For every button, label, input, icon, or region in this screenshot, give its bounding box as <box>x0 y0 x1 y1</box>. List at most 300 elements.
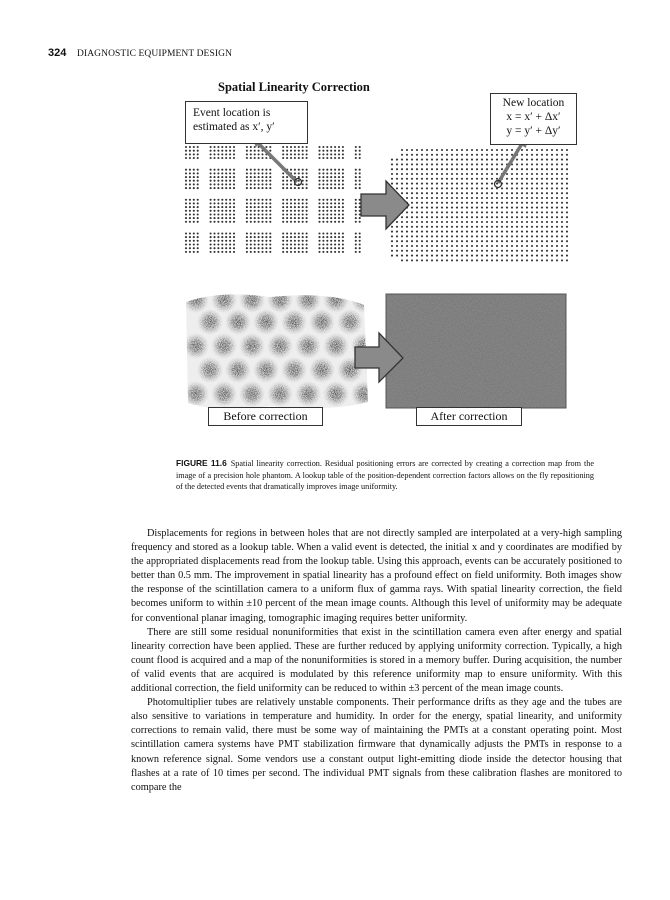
grid-dot <box>254 202 256 204</box>
hot-spot <box>253 357 279 383</box>
grid-dot <box>421 159 423 161</box>
grid-dot <box>298 206 300 208</box>
grid-dot <box>318 210 320 212</box>
grid-dot <box>431 149 433 151</box>
grid-dot <box>461 159 463 161</box>
grid-dot <box>213 150 215 152</box>
grid-dot <box>342 199 344 201</box>
grid-dot <box>466 231 468 233</box>
grid-dot <box>446 221 448 223</box>
grid-dot <box>431 259 433 261</box>
grid-dot <box>516 226 518 228</box>
grid-dot <box>536 197 538 199</box>
grid-dot <box>561 211 563 213</box>
grid-dot <box>506 202 508 204</box>
grid-dot <box>185 176 187 178</box>
grid-dot <box>269 243 271 245</box>
grid-dot <box>258 172 260 174</box>
grid-dot <box>566 216 568 218</box>
grid-dot <box>561 183 563 185</box>
grid-dot <box>286 232 288 234</box>
grid-dot <box>254 169 256 171</box>
grid-dot <box>246 202 248 204</box>
grid-dot <box>193 153 195 155</box>
grid-dot <box>506 197 508 199</box>
grid-dot <box>426 154 428 156</box>
grid-dot <box>496 231 498 233</box>
hot-spot <box>267 287 293 313</box>
grid-dot <box>491 226 493 228</box>
grid-dot <box>566 173 568 175</box>
grid-dot <box>261 169 263 171</box>
grid-dot <box>401 240 403 242</box>
grid-dot <box>221 232 223 234</box>
grid-dot <box>511 259 513 261</box>
grid-dot <box>265 213 267 215</box>
grid-dot <box>254 146 256 148</box>
grid-dot <box>446 173 448 175</box>
grid-dot <box>189 213 191 215</box>
grid-dot <box>496 211 498 213</box>
grid-dot <box>334 150 336 152</box>
grid-dot <box>561 245 563 247</box>
grid-dot <box>261 157 263 159</box>
grid-dot <box>536 173 538 175</box>
grid-dot <box>229 199 231 201</box>
grid-dot <box>294 206 296 208</box>
grid-dot <box>294 187 296 189</box>
grid-dot <box>556 163 558 165</box>
grid-dot <box>290 221 292 223</box>
grid-dot <box>506 159 508 161</box>
grid-dot <box>436 245 438 247</box>
grid-dot <box>561 259 563 261</box>
grid-dot <box>471 163 473 165</box>
grid-dot <box>330 157 332 159</box>
grid-dot <box>496 245 498 247</box>
grid-dot <box>496 226 498 228</box>
grid-dot <box>511 187 513 189</box>
grid-dot <box>556 154 558 156</box>
grid-dot <box>318 180 320 182</box>
grid-dot <box>286 210 288 212</box>
grid-dot <box>334 236 336 238</box>
grid-dot <box>521 187 523 189</box>
grid-dot <box>426 255 428 257</box>
grid-dot <box>286 157 288 159</box>
grid-dot <box>250 213 252 215</box>
grid-dot <box>536 178 538 180</box>
grid-dot <box>250 202 252 204</box>
grid-dot <box>421 245 423 247</box>
grid-dot <box>551 197 553 199</box>
grid-dot <box>486 226 488 228</box>
grid-dot <box>501 211 503 213</box>
grid-dot <box>426 149 428 151</box>
grid-dot <box>521 216 523 218</box>
grid-dot <box>546 216 548 218</box>
grid-dot <box>265 146 267 148</box>
grid-dot <box>282 202 284 204</box>
grid-dot <box>456 207 458 209</box>
grid-dot <box>250 232 252 234</box>
grid-dot <box>213 232 215 234</box>
grid-dot <box>551 235 553 237</box>
grid-dot <box>210 169 212 171</box>
grid-dot <box>342 202 344 204</box>
grid-dot <box>193 157 195 159</box>
pointer-line-right <box>498 142 523 183</box>
grid-dot <box>526 216 528 218</box>
grid-dot <box>225 180 227 182</box>
grid-dot <box>338 180 340 182</box>
grid-dot <box>265 240 267 242</box>
grid-dot <box>225 187 227 189</box>
grid-dot <box>541 168 543 170</box>
grid-dot <box>406 240 408 242</box>
grid-dot <box>496 159 498 161</box>
grid-dot <box>322 213 324 215</box>
grid-dot <box>322 146 324 148</box>
grid-dot <box>531 226 533 228</box>
grid-dot <box>416 197 418 199</box>
grid-dot <box>471 192 473 194</box>
grid-dot <box>396 235 398 237</box>
grid-dot <box>298 210 300 212</box>
grid-dot <box>229 247 231 249</box>
grid-dot <box>197 240 199 242</box>
grid-dot <box>441 211 443 213</box>
grid-dot <box>501 159 503 161</box>
grid-dot <box>516 231 518 233</box>
grid-dot <box>406 178 408 180</box>
grid-dot <box>306 176 308 178</box>
grid-dot <box>265 172 267 174</box>
grid-dot <box>334 243 336 245</box>
grid-dot <box>521 159 523 161</box>
grid-dot <box>233 150 235 152</box>
grid-dot <box>229 176 231 178</box>
grid-dot <box>516 216 518 218</box>
grid-dot <box>421 149 423 151</box>
grid-dot <box>431 226 433 228</box>
grid-dot <box>501 240 503 242</box>
grid-dot <box>185 251 187 253</box>
grid-dot <box>531 149 533 151</box>
grid-dot <box>461 149 463 151</box>
grid-dot <box>531 211 533 213</box>
grid-dot <box>298 176 300 178</box>
grid-dot <box>286 236 288 238</box>
grid-dot <box>551 259 553 261</box>
grid-dot <box>318 213 320 215</box>
grid-dot <box>326 199 328 201</box>
grid-dot <box>225 176 227 178</box>
grid-dot <box>471 187 473 189</box>
paragraph-1: Displacements for regions in between holes that are not directly sampled are interpolated at a very-high sampling frequency and stored as a lookup table. When a valid event is detected, the initial x and y coordinates are modified by the appropriated displacements read from the lookup table. Using this approach, events can be accurately positioned to better than 0.5 mm. The improvement in spatial linearity has a profound effect on field uniformity. Both images show the response of the scintillation camera to a uniform flux of gamma rays. With spatial linearity correction, the field becomes uniform to within ±10 percent of the mean image counts. Although this level of uniformity may be adequate for conventional planar imaging, tomographic imaging requires better uniformity. <box>131 528 622 624</box>
grid-dot <box>431 231 433 233</box>
grid-dot <box>355 150 357 152</box>
grid-dot <box>286 150 288 152</box>
grid-dot <box>476 154 478 156</box>
grid-dot <box>355 243 357 245</box>
grid-dot <box>531 235 533 237</box>
grid-dot <box>541 202 543 204</box>
grid-dot <box>355 213 357 215</box>
grid-dot <box>355 217 357 219</box>
grid-dot <box>342 247 344 249</box>
grid-dot <box>334 251 336 253</box>
grid-dot <box>213 169 215 171</box>
grid-dot <box>318 247 320 249</box>
grid-dot <box>225 169 227 171</box>
grid-dot <box>456 226 458 228</box>
grid-dot <box>446 240 448 242</box>
grid-dot <box>302 243 304 245</box>
grid-dot <box>466 163 468 165</box>
grid-dot <box>496 221 498 223</box>
grid-dot <box>342 169 344 171</box>
grid-dot <box>250 150 252 152</box>
grid-dot <box>541 221 543 223</box>
grid-dot <box>217 247 219 249</box>
grid-dot <box>401 255 403 257</box>
grid-dot <box>436 178 438 180</box>
grid-dot <box>451 245 453 247</box>
grid-dot <box>322 199 324 201</box>
grid-dot <box>269 180 271 182</box>
grid-dot <box>561 187 563 189</box>
grid-dot <box>516 187 518 189</box>
grid-dot <box>396 245 398 247</box>
grid-dot <box>225 247 227 249</box>
grid-dot <box>441 226 443 228</box>
grid-dot <box>541 250 543 252</box>
grid-dot <box>355 180 357 182</box>
grid-dot <box>441 183 443 185</box>
grid-dot <box>451 159 453 161</box>
grid-dot <box>431 154 433 156</box>
grid-dot <box>481 187 483 189</box>
grid-dot <box>210 240 212 242</box>
grid-dot <box>282 210 284 212</box>
grid-dot <box>561 178 563 180</box>
grid-dot <box>265 202 267 204</box>
grid-dot <box>476 163 478 165</box>
grid-dot <box>302 210 304 212</box>
grid-dot <box>286 206 288 208</box>
grid-dot <box>225 172 227 174</box>
grid-dot <box>197 199 199 201</box>
grid-dot <box>210 146 212 148</box>
grid-dot <box>322 236 324 238</box>
grid-dot <box>355 169 357 171</box>
grid-dot <box>254 176 256 178</box>
grid-dot <box>531 240 533 242</box>
grid-dot <box>233 183 235 185</box>
grid-dot <box>330 153 332 155</box>
grid-dot <box>233 213 235 215</box>
grid-dot <box>197 217 199 219</box>
grid-dot <box>246 169 248 171</box>
grid-dot <box>221 221 223 223</box>
grid-dot <box>486 240 488 242</box>
grid-dot <box>501 197 503 199</box>
grid-dot <box>561 240 563 242</box>
grid-dot <box>431 163 433 165</box>
hot-spot <box>183 287 209 313</box>
grid-dot <box>210 210 212 212</box>
grid-dot <box>261 176 263 178</box>
grid-dot <box>326 169 328 171</box>
grid-dot <box>506 173 508 175</box>
grid-dot <box>193 150 195 152</box>
grid-dot <box>322 157 324 159</box>
grid-dot <box>406 149 408 151</box>
grid-dot <box>217 199 219 201</box>
grid-dot <box>221 153 223 155</box>
grid-dot <box>355 146 357 148</box>
grid-dot <box>416 255 418 257</box>
hot-spot <box>295 287 321 313</box>
grid-dot <box>441 202 443 204</box>
grid-dot <box>536 163 538 165</box>
grid-dot <box>491 259 493 261</box>
grid-dot <box>516 259 518 261</box>
grid-dot <box>496 178 498 180</box>
grid-dot <box>229 240 231 242</box>
grid-dot <box>401 178 403 180</box>
grid-dot <box>436 173 438 175</box>
grid-dot <box>185 202 187 204</box>
grid-dot <box>221 180 223 182</box>
grid-dot <box>282 180 284 182</box>
grid-dot <box>306 183 308 185</box>
grid-dot <box>446 211 448 213</box>
grid-dot <box>521 202 523 204</box>
grid-dot <box>566 207 568 209</box>
grid-dot <box>217 221 219 223</box>
grid-dot <box>233 146 235 148</box>
grid-dot <box>225 157 227 159</box>
grid-dot <box>258 176 260 178</box>
grid-dot <box>411 168 413 170</box>
grid-dot <box>456 211 458 213</box>
grid-dot <box>265 206 267 208</box>
grid-dot <box>501 221 503 223</box>
grid-dot <box>298 199 300 201</box>
grid-dot <box>486 159 488 161</box>
grid-dot <box>197 232 199 234</box>
grid-dot <box>396 250 398 252</box>
grid-dot <box>541 154 543 156</box>
callout-right-line-1: New location <box>502 97 565 109</box>
grid-dot <box>426 202 428 204</box>
grid-dot <box>511 231 513 233</box>
grid-dot <box>556 211 558 213</box>
grid-dot <box>496 149 498 151</box>
grid-dot <box>302 240 304 242</box>
grid-dot <box>511 240 513 242</box>
grid-dot <box>471 231 473 233</box>
grid-dot <box>556 183 558 185</box>
grid-dot <box>254 213 256 215</box>
grid-dot <box>250 183 252 185</box>
grid-dot <box>496 250 498 252</box>
grid-dot <box>521 235 523 237</box>
grid-dot <box>185 217 187 219</box>
grid-dot <box>185 180 187 182</box>
grid-dot <box>282 206 284 208</box>
grid-dot <box>471 207 473 209</box>
grid-dot <box>476 197 478 199</box>
grid-dot <box>250 176 252 178</box>
grid-dot <box>491 197 493 199</box>
grid-dot <box>456 216 458 218</box>
grid-dot <box>401 183 403 185</box>
grid-dot <box>294 236 296 238</box>
grid-dot <box>466 226 468 228</box>
grid-dot <box>436 226 438 228</box>
hot-spot <box>197 309 223 335</box>
grid-dot <box>416 245 418 247</box>
grid-dot <box>334 213 336 215</box>
grid-dot <box>426 226 428 228</box>
grid-dot <box>461 259 463 261</box>
grid-dot <box>254 150 256 152</box>
grid-dot <box>521 259 523 261</box>
grid-dot <box>396 221 398 223</box>
grid-dot <box>298 221 300 223</box>
grid-dot <box>302 202 304 204</box>
grid-dot <box>421 240 423 242</box>
grid-dot <box>338 236 340 238</box>
grid-dot <box>466 240 468 242</box>
grid-dot <box>556 245 558 247</box>
grid-dot <box>189 236 191 238</box>
grid-dot <box>342 180 344 182</box>
grid-dot <box>481 226 483 228</box>
grid-dot <box>330 247 332 249</box>
grid-dot <box>355 187 357 189</box>
grid-dot <box>466 159 468 161</box>
grid-dot <box>461 168 463 170</box>
grid-dot <box>566 154 568 156</box>
grid-dot <box>250 157 252 159</box>
grid-dot <box>481 202 483 204</box>
grid-dot <box>286 243 288 245</box>
grid-dot <box>221 172 223 174</box>
grid-dot <box>197 247 199 249</box>
grid-dot <box>258 243 260 245</box>
grid-dot <box>471 250 473 252</box>
grid-dot <box>416 187 418 189</box>
grid-dot <box>436 250 438 252</box>
grid-dot <box>210 187 212 189</box>
grid-dot <box>516 221 518 223</box>
grid-dot <box>322 240 324 242</box>
grid-dot <box>282 153 284 155</box>
hot-spot <box>295 333 321 359</box>
grid-dot <box>213 221 215 223</box>
grid-dot <box>221 243 223 245</box>
grid-dot <box>466 202 468 204</box>
grid-dot <box>536 149 538 151</box>
grid-dot <box>254 206 256 208</box>
body-text <box>131 527 622 795</box>
grid-dot <box>501 149 503 151</box>
grid-dot <box>322 180 324 182</box>
